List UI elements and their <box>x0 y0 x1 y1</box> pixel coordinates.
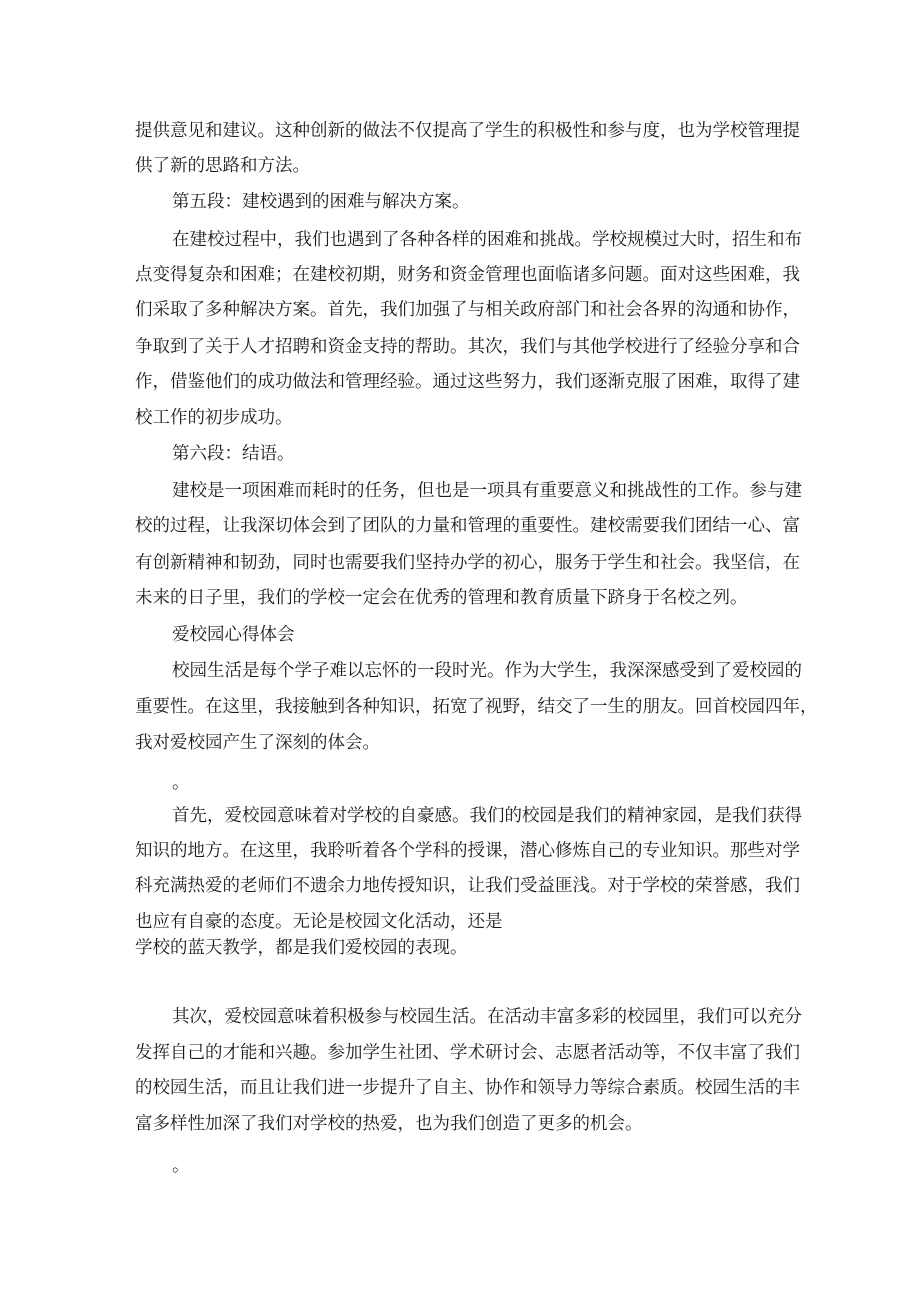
text-line: 点变得复杂和困难；在建校初期，财务和资金管理也面临诸多问题。面对这些困难，我 <box>135 265 800 285</box>
text-line: 在建校过程中，我们也遇到了各种各样的困难和挑战。学校规模过大时，招生和布 <box>172 230 802 250</box>
text-line: 知识的地方。在这里，我聆听着各个学科的授课，潜心修炼自己的专业知识。那些对学 <box>135 841 800 861</box>
stray-mark: 。 <box>172 773 190 793</box>
text-line: 校工作的初步成功。 <box>135 408 293 428</box>
text-line: 提供意见和建议。这种创新的做法不仅提高了学生的积极性和参与度，也为学校管理提 <box>135 121 800 141</box>
text-line: 其次，爱校园意味着积极参与校园生活。在活动丰富多彩的校园里，我们可以充分 <box>172 1007 802 1027</box>
text-line: 重要性。在这里，我接触到各种知识，拓宽了视野，结交了一生的朋友。回首校园四年， <box>135 697 818 717</box>
article-title: 爱校园心得体会 <box>172 625 295 645</box>
text-line: 有创新精神和韧劲，同时也需要我们坚持办学的初心，服务于学生和社会。我坚信，在 <box>135 553 800 573</box>
text-line: 科充满热爱的老师们不遗余力地传授知识，让我们受益匪浅。对于学校的荣誉感，我们 <box>135 876 800 896</box>
text-line: 作，借鉴他们的成功做法和管理经验。通过这些努力，我们逐渐克服了困难，取得了建 <box>135 372 800 392</box>
text-line: 争取到了关于人才招聘和资金支持的帮助。其次，我们与其他学校进行了经验分享和合 <box>135 337 800 357</box>
text-line: 的校园生活，而且让我们进一步提升了自主、协作和领导力等综合素质。校园生活的丰 <box>135 1078 800 1098</box>
text-line: 我对爱校园产生了深刻的体会。 <box>135 733 380 753</box>
text-line: 首先，爱校园意味着对学校的自豪感。我们的校园是我们的精神家园，是我们获得 <box>172 806 802 826</box>
text-line: 校园生活是每个学子难以忘怀的一段时光。作为大学生，我深深感受到了爱校园的 <box>172 661 802 681</box>
text-line: 建校是一项困难而耗时的任务，但也是一项具有重要意义和挑战性的工作。参与建 <box>172 481 802 501</box>
text-line: 也应有自豪的态度。无论是校园文化活动，还是 <box>135 912 503 932</box>
section-heading: 第六段：结语。 <box>172 444 295 464</box>
text-line: 们采取了多种解决方案。首先，我们加强了与相关政府部门和社会各界的沟通和协作， <box>135 300 800 320</box>
text-line: 供了新的思路和方法。 <box>135 156 310 176</box>
text-line: 未来的日子里，我们的学校一定会在优秀的管理和教育质量下跻身于名校之列。 <box>135 588 748 608</box>
text-line: 校的过程，让我深切体会到了团队的力量和管理的重要性。建校需要我们团结一心、富 <box>135 516 800 536</box>
stray-mark: 。 <box>172 1156 190 1176</box>
text-line: 发挥自己的才能和兴趣。参加学生社团、学术研讨会、志愿者活动等，不仅丰富了我们 <box>135 1043 800 1063</box>
text-line: 富多样性加深了我们对学校的热爱，也为我们创造了更多的机会。 <box>135 1114 643 1134</box>
text-line: 学校的蓝天教学，都是我们爱校园的表现。 <box>135 938 468 958</box>
section-heading: 第五段：建校遇到的困难与解决方案。 <box>172 192 470 212</box>
